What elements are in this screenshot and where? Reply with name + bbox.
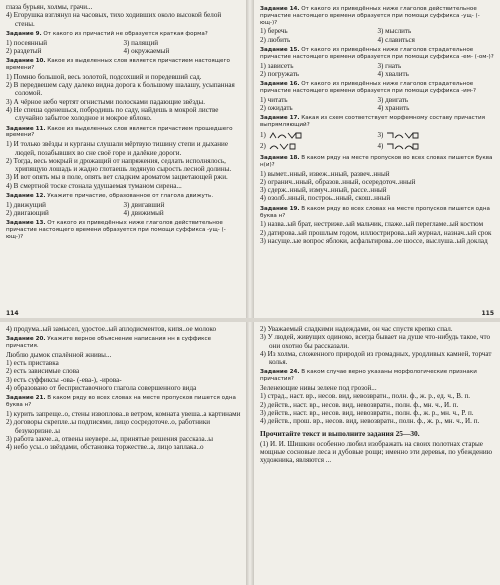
task-title: Задание 16.: [260, 81, 300, 88]
answer-options: [6, 39, 241, 56]
task-block: [6, 220, 241, 240]
task-example: Зеленеющие нивы зелене под грозой...: [260, 384, 377, 393]
answer-option[interactable]: 1) посеянный: [6, 38, 48, 47]
page-115: [254, 0, 500, 318]
task-header: [6, 395, 241, 409]
task-header: [260, 369, 495, 383]
task-question: В каком случае верно указаны морфологические признаки причастия?: [260, 369, 477, 383]
task-question: От какого из приведённых ниже глаголов страдательное причастие настоящего времени образуется при помощи суффикса -им-?: [260, 81, 477, 94]
task-block: [6, 31, 241, 55]
task-question: В каком ряду во всех словах на месте пропусков пишется одна буква н?: [260, 205, 490, 219]
page-117: [254, 322, 500, 585]
task-header: [6, 126, 241, 140]
intro-line: 4) Из холма, сложенного природой из громадных, уродливых камней, торчат колья.: [260, 349, 492, 367]
page-116: [0, 322, 246, 585]
option-number: 2): [260, 142, 266, 151]
task-title: Задание 12.: [6, 193, 46, 200]
answer-option[interactable]: 4) хвалить: [377, 69, 409, 78]
task-title: Задание 10.: [6, 58, 46, 65]
answer-option[interactable]: 2) договоры скрепле..ы подписями, лицо сосредоточе..о, работники безукоризне..ы: [6, 418, 211, 435]
task-question: Укажите верное объяснение написания нн в суффиксе причастия.: [6, 336, 212, 350]
task-block: [260, 369, 495, 425]
intro-line: глаза бурьян, холмы, грачи...: [6, 3, 93, 11]
task-block: [260, 81, 495, 112]
answer-option[interactable]: [378, 130, 496, 141]
task-header: [6, 336, 241, 350]
task-block: [6, 126, 241, 190]
task-header: [260, 6, 495, 26]
task-question: В каком ряду во всех словах на месте пропусков пишется одна буква н?: [6, 395, 236, 409]
task-block: [260, 47, 495, 78]
answer-option[interactable]: 2) погружать: [260, 69, 300, 78]
answer-option[interactable]: 2) Тогда, весь мокрый и дрожащий от напряжения, седлать исполнялось, хрипящую лошадь и жадно глотаешь ледяную сырость лесной долины.: [6, 156, 232, 174]
answer-option[interactable]: 4) Не спеша оденешься, побродишь по саду, найдешь в мокрой листве случайно забытое холодное и мокрое яблоко.: [6, 106, 219, 123]
morpheme-scheme-icon: [385, 131, 419, 140]
bottom-spread: [0, 322, 500, 585]
task-example: Люблю дымок спалённой жнивы...: [6, 350, 112, 359]
book-gutter: [246, 0, 254, 318]
answer-option[interactable]: 3) работа закче..а, отвены неувере..ы, принятые решения рассказа..ы: [6, 434, 213, 443]
intro-line: 2) Уважаемый сладкими надеждами, он час спустя крепко спал.: [260, 325, 453, 333]
task-block: [6, 58, 241, 122]
task-title: Задание 18.: [260, 154, 300, 161]
answer-option[interactable]: 4) хранить: [377, 104, 410, 113]
answer-option[interactable]: 3) двигать: [377, 95, 409, 104]
task-block: [260, 6, 495, 44]
answer-option[interactable]: 4) действ., прош. вр., несов. вид, невозвратн., полн. ф., ж. р., мн. ч., И. п.: [260, 417, 480, 426]
task-question: Какая из схем соответствует морфемному составу причастия выпрямляющий?: [260, 115, 486, 129]
reading-heading: Прочитайте текст и выполните задания 25—30.: [260, 428, 420, 438]
answer-option[interactable]: 4) озолб..нный, построь..нный, скош..нный: [260, 194, 391, 203]
answer-option[interactable]: 3) двигавший: [123, 200, 165, 209]
answer-option[interactable]: 1) вымет..нный, извеж..нный, развеч..нный: [260, 169, 390, 178]
page-number: 115: [481, 310, 494, 317]
answer-option[interactable]: 2) В передвешем саду далеко видна дорога к большому шалашу, усыпанная соломой.: [6, 81, 235, 98]
answer-option[interactable]: 4) славиться: [377, 35, 415, 44]
task-header: [260, 81, 495, 95]
task-header: [6, 58, 241, 72]
task-question: Какое из выделенных слов является причастием настоящего времени?: [6, 58, 230, 72]
answer-option[interactable]: 1) страд., наст. вр., несов. вид, невозвратн., полн. ф., ж. р., ед. ч., В. п.: [260, 392, 471, 401]
task-title: Задание 24.: [260, 369, 300, 376]
option-number: 1): [260, 131, 266, 140]
answer-option[interactable]: 1) движущий: [6, 200, 46, 209]
answer-options: [260, 62, 495, 79]
book-gutter: [246, 322, 254, 585]
answer-option[interactable]: 3) гнать: [377, 61, 402, 70]
task-title: Задание 15.: [260, 46, 300, 53]
task-header: [260, 206, 495, 220]
morpheme-scheme-icon: [268, 131, 302, 140]
option-number: 4): [377, 142, 384, 151]
task-question: От какого из приведённых ниже глаголов действительное причастие настоящего времени образуется при помощи суффикса -ущ- (-ющ-)?: [6, 220, 226, 241]
answer-options: [6, 201, 241, 218]
answer-option[interactable]: 1) И только звёзды и курганы слушали мёртвую тишину степи и дыхание людей, позабывших во сне своё горе и далёкие дороги.: [6, 140, 229, 157]
answer-option[interactable]: 1) Помню большой, весь золотой, подсохший и поредевший сад.: [6, 72, 202, 81]
intro-line: 4) Егорушка взглянул на часовых, тихо ходивших около высокой белой стены.: [6, 11, 222, 28]
task-question: От какого из причастий не образуется краткая форма?: [43, 30, 208, 37]
task-title: Задание 11.: [6, 125, 46, 132]
task-header: [260, 47, 495, 61]
answer-option[interactable]: 3) И вот опять мы в поле, опять вет сладким ароматом зацветающей ржи.: [6, 173, 228, 182]
task-block: [6, 193, 241, 217]
task-question: От какого из приведённых ниже глаголов страдательное причастие настоящего времени образуется при помощи суффикса -ем- (-ом-)?: [260, 46, 494, 60]
answer-option[interactable]: 3) А чёрное небо чертят огнистыми полосками падающие звёзды.: [6, 97, 206, 106]
answer-options: [260, 96, 495, 113]
answer-option[interactable]: 1) есть приставка: [6, 359, 59, 368]
answer-option[interactable]: 2) раздетый: [6, 46, 42, 55]
task-title: Задание 19.: [260, 205, 300, 212]
answer-option[interactable]: 3) сдерж..нный, измуч..нный, рассе..нный: [260, 186, 387, 195]
task-title: Задание 20.: [6, 336, 46, 343]
answer-option[interactable]: 2) огранич..нный, образов..нный, осередоточ..нный: [260, 177, 416, 186]
answer-option[interactable]: 3) мыслить: [377, 27, 412, 36]
answer-option[interactable]: [378, 141, 496, 152]
answer-option[interactable]: 3) палящий: [123, 38, 159, 47]
answer-option[interactable]: 2) датирова..ый прошлым годом, иллюстрирова..ый журнал, назнач..ый срок: [260, 228, 492, 237]
task-header: [260, 155, 495, 169]
task-question: Укажите причастие, образованное от глагола движуть.: [47, 193, 214, 200]
answer-options: [260, 130, 495, 152]
answer-option[interactable]: 2) двигающий: [6, 209, 49, 218]
reading-text: (1) И. И. Шишкин особенно любил изображать на своих полотнах старые мощные сосновые леса и дубовые рощи; именно эти деревья, по убеждению художника, являются ...: [260, 439, 493, 465]
answer-option[interactable]: 1) читать: [260, 95, 288, 104]
morpheme-scheme-icon: [385, 142, 419, 151]
answer-option[interactable]: 3) есть суффиксы -ова- (-ева-), -ирова-: [6, 375, 122, 384]
task-header: [6, 193, 241, 200]
answer-option[interactable]: 1) назва..ый брат, нестриже..ый мальчик, глаже..ый перегламе..ый костюм: [260, 220, 484, 229]
answer-option[interactable]: 1) зависеть: [260, 61, 294, 70]
page-114: [0, 0, 246, 318]
task-question: Какое из выделенных слов является причастием прошедшего времени?: [6, 125, 233, 139]
task-title: Задание 9.: [6, 30, 42, 37]
task-title: Задание 14.: [260, 6, 300, 12]
answer-option[interactable]: 2) есть зависимые слова: [6, 367, 80, 376]
task-block: [260, 115, 495, 152]
answer-option[interactable]: 4) образовано от бесприставочного глагола совершенного вида: [6, 384, 197, 393]
task-header: [260, 115, 495, 129]
answer-option[interactable]: 3) насуще..ые вопрос яблоки, асфальтирова..ое шоссе, выслуша..ый доклад: [260, 236, 488, 245]
answer-option[interactable]: 1) курить запреще..о, стены извоплова..в ветром, комната увеша..а картинами: [6, 409, 241, 418]
answer-option[interactable]: 4) небо усы..о звёздами, обстановка торжестве..а, лицо заплака..о: [6, 443, 204, 452]
answer-option[interactable]: 4) движимый: [123, 209, 164, 218]
answer-option[interactable]: [260, 130, 378, 141]
morpheme-scheme-icon: [268, 142, 302, 151]
task-block: [6, 395, 241, 451]
answer-option[interactable]: 2) любить: [260, 35, 291, 44]
task-header: [6, 31, 241, 38]
answer-option[interactable]: 3) действ., наст. вр., несов. вид, невозвратн., полн. ф., ж. р., мн. ч., Р. п.: [260, 408, 474, 417]
task-block: [260, 206, 495, 245]
task-title: Задание 13.: [6, 220, 46, 227]
task-question: От какого из приведённых ниже глаголов действительное причастие настоящего времени образуется при помощи суффикса -ущ- (-ющ-)?: [260, 6, 480, 26]
answer-option[interactable]: 2) действ., наст. вр., несов. вид, невозвратн., полн. ф., мн. ч., И. п.: [260, 400, 459, 409]
option-number: 3): [377, 131, 384, 140]
task-block: [260, 155, 495, 203]
task-title: Задание 17.: [260, 115, 300, 122]
answer-option[interactable]: 4) В смертной тоске стонала удушаемая туманом сирена...: [6, 181, 182, 190]
task-header: [6, 220, 241, 240]
answer-option[interactable]: 1) беречь: [260, 27, 288, 36]
answer-options: [260, 27, 495, 44]
task-block: [6, 336, 241, 392]
intro-line: 4) продума..ый замысел, удостое..ый аплодисментов, кипя..ое молоко: [6, 325, 217, 333]
task-question: В каком ряду на месте пропусков во всех словах пишется буква н(и)?: [260, 154, 493, 168]
task-title: Задание 21.: [6, 395, 46, 402]
answer-option[interactable]: 2) ожидать: [260, 104, 293, 113]
answer-option[interactable]: 4) окружаемый: [123, 46, 170, 55]
intro-line: 3) У людей, живущих одиноко, всегда бывает на душе что-нибудь такое, что они охотно бы рассказали.: [260, 333, 491, 350]
page-number: 114: [6, 310, 19, 317]
answer-option[interactable]: [260, 141, 378, 152]
